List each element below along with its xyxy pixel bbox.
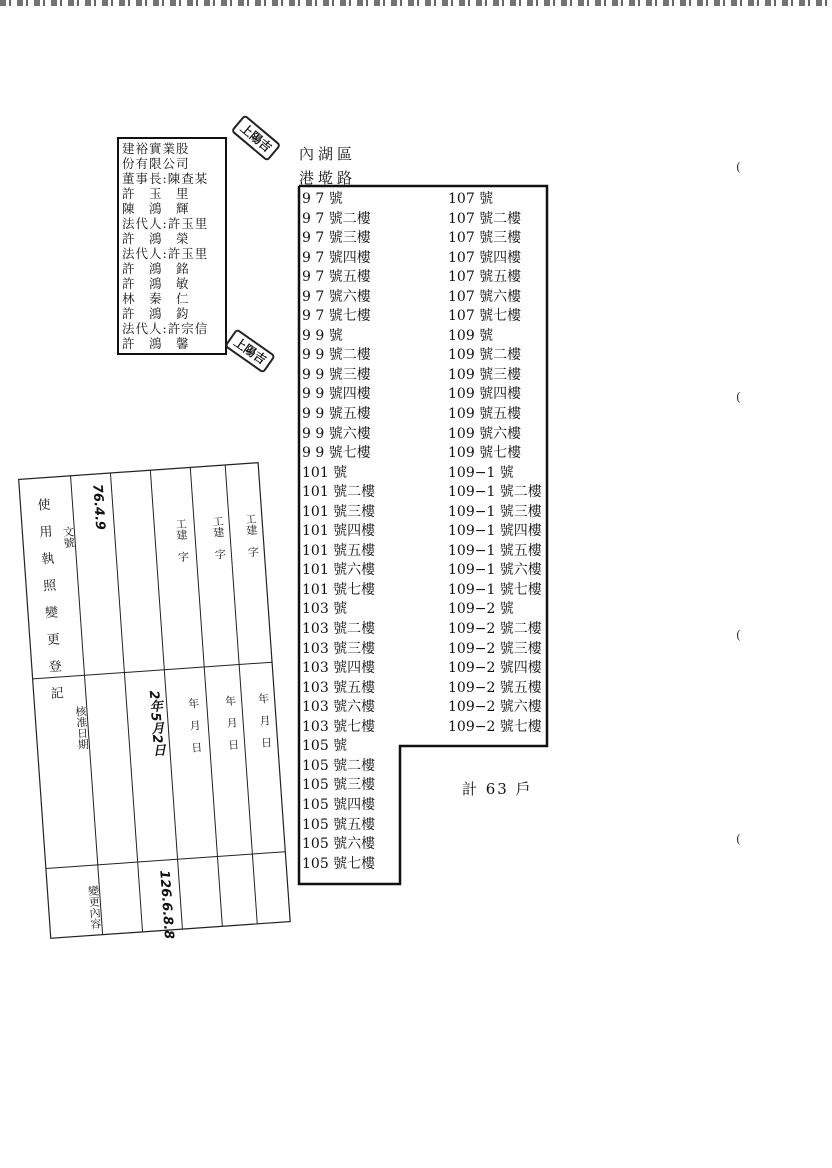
address-entry: 109−2 號七樓	[448, 718, 542, 735]
register-date-cell: 年 月 日	[186, 697, 204, 754]
register-row-label: 核准日期	[73, 705, 90, 751]
owner-line: 許 鴻 銘	[122, 261, 190, 276]
address-list-right	[448, 190, 542, 737]
address-entry: 9 9 號三樓	[302, 366, 371, 383]
owner-line: 法代人:許玉里	[122, 216, 209, 231]
road-label: 港墘路	[299, 169, 357, 187]
address-entry: 105 號三樓	[302, 777, 376, 794]
address-entry: 109−1 號五樓	[448, 542, 542, 559]
address-entry: 101 號二樓	[302, 484, 376, 501]
address-entry: 107 號二樓	[448, 210, 522, 227]
register-doc-cell: 工建 字	[210, 515, 227, 561]
address-entry: 107 號四樓	[448, 249, 522, 266]
seal-stamp-text: 上陽吉	[231, 334, 269, 368]
address-entry: 109−1 號七樓	[448, 581, 542, 598]
owner-line: 林 秦 仁	[122, 291, 190, 306]
address-entry: 109−2 號	[448, 601, 514, 618]
address-entry: 103 號七樓	[302, 718, 376, 735]
owner-line: 許 玉 里	[122, 186, 190, 201]
address-entry: 107 號三樓	[448, 230, 522, 247]
address-entry: 9 7 號四樓	[302, 249, 371, 266]
register-date-cell: 年 月 日	[223, 694, 241, 751]
address-entry: 109−2 號五樓	[448, 679, 542, 696]
address-entry: 9 9 號	[302, 327, 343, 344]
address-entry: 103 號六樓	[302, 699, 376, 716]
seal-stamp-text: 上陽吉	[237, 121, 275, 155]
address-entry: 101 號七樓	[302, 581, 376, 598]
address-entry: 103 號五樓	[302, 679, 376, 696]
owner-line: 份有限公司	[122, 156, 190, 171]
owner-line: 法代人:許宗信	[122, 321, 209, 336]
address-entry: 107 號	[448, 191, 494, 207]
address-entry: 105 號二樓	[302, 757, 376, 774]
address-entry: 107 號五樓	[448, 269, 522, 286]
address-entry: 109−2 號三樓	[448, 640, 542, 657]
owner-line: 董事長:陳查某	[122, 171, 209, 186]
address-entry: 103 號	[302, 601, 348, 618]
district-label: 內湖區	[299, 145, 357, 163]
owner-line: 許 鴻 馨	[122, 336, 190, 351]
address-entry: 101 號六樓	[302, 562, 376, 579]
register-doc-cell: 工建 字	[173, 517, 190, 563]
address-entry: 109−1 號四樓	[448, 523, 542, 540]
register-row-label: 變更內容	[86, 884, 103, 930]
owner-line: 許 鴻 鈞	[122, 306, 190, 321]
address-entry: 101 號五樓	[302, 542, 376, 559]
margin-mark: (	[736, 160, 741, 174]
handwritten-entry: 76.4.9	[89, 483, 108, 531]
address-entry: 101 號四樓	[302, 523, 376, 540]
address-entry: 9 9 號四樓	[302, 386, 371, 403]
address-entry: 109−1 號三樓	[448, 503, 542, 520]
address-entry: 9 9 號七樓	[302, 445, 371, 462]
margin-mark: (	[736, 390, 741, 404]
owner-line: 許 鴻 敏	[122, 276, 190, 291]
address-entry: 9 7 號六樓	[302, 288, 371, 305]
total-units: 計 63 戶	[462, 780, 533, 798]
address-entry: 105 號	[302, 738, 348, 755]
address-entry: 109−2 號四樓	[448, 660, 542, 677]
address-entry: 9 9 號六樓	[302, 425, 371, 442]
register-title: 使用執照變更登記	[34, 497, 65, 714]
address-entry: 9 7 號二樓	[302, 210, 371, 227]
address-entry: 105 號四樓	[302, 796, 376, 813]
handwritten-entry: 2年5月2日	[145, 690, 166, 758]
address-entry: 109 號四樓	[448, 386, 522, 403]
handwritten-entry: 126.6.8.8	[156, 869, 177, 940]
address-entry: 105 號六樓	[302, 836, 376, 853]
owner-line: 陳 鴻 輝	[122, 201, 190, 216]
address-entry: 101 號	[302, 464, 348, 481]
address-entry: 103 號四樓	[302, 660, 376, 677]
address-entry: 9 9 號五樓	[302, 406, 371, 423]
address-entry: 109 號五樓	[448, 406, 522, 423]
address-entry: 109 號二樓	[448, 347, 522, 364]
address-entry: 109−1 號六樓	[448, 562, 542, 579]
address-entry: 9 7 號七樓	[302, 308, 371, 325]
address-entry: 107 號六樓	[448, 288, 522, 305]
address-entry: 9 7 號	[302, 191, 343, 207]
address-list-left	[302, 190, 375, 874]
address-entry: 103 號二樓	[302, 621, 376, 638]
address-entry: 9 7 號三樓	[302, 230, 371, 247]
address-entry: 105 號五樓	[302, 816, 376, 833]
address-entry: 109 號	[448, 327, 494, 344]
margin-mark: (	[736, 832, 741, 846]
address-entry: 109−1 號二樓	[448, 484, 542, 501]
address-entry: 105 號七樓	[302, 855, 376, 872]
margin-mark: (	[736, 628, 741, 642]
owner-line: 建裕實業股	[122, 141, 190, 156]
address-entry: 107 號七樓	[448, 308, 522, 325]
address-entry: 109 號七樓	[448, 445, 522, 462]
address-entry: 109 號六樓	[448, 425, 522, 442]
address-entry: 9 9 號二樓	[302, 347, 371, 364]
address-entry: 103 號三樓	[302, 640, 376, 657]
register-row-label: 文號	[61, 525, 76, 549]
address-entry: 109−1 號	[448, 464, 514, 481]
address-entry: 101 號三樓	[302, 503, 376, 520]
register-date-cell: 年 月 日	[256, 692, 273, 749]
owner-line: 法代人:許玉里	[122, 246, 209, 261]
address-entry: 109−2 號二樓	[448, 621, 542, 638]
address-entry: 9 7 號五樓	[302, 269, 371, 286]
register-doc-cell: 工建 字	[243, 512, 260, 558]
owner-line: 許 鴻 榮	[122, 231, 190, 246]
address-entry: 109−2 號六樓	[448, 699, 542, 716]
address-entry: 109 號三樓	[448, 366, 522, 383]
change-register-table	[10, 470, 273, 970]
